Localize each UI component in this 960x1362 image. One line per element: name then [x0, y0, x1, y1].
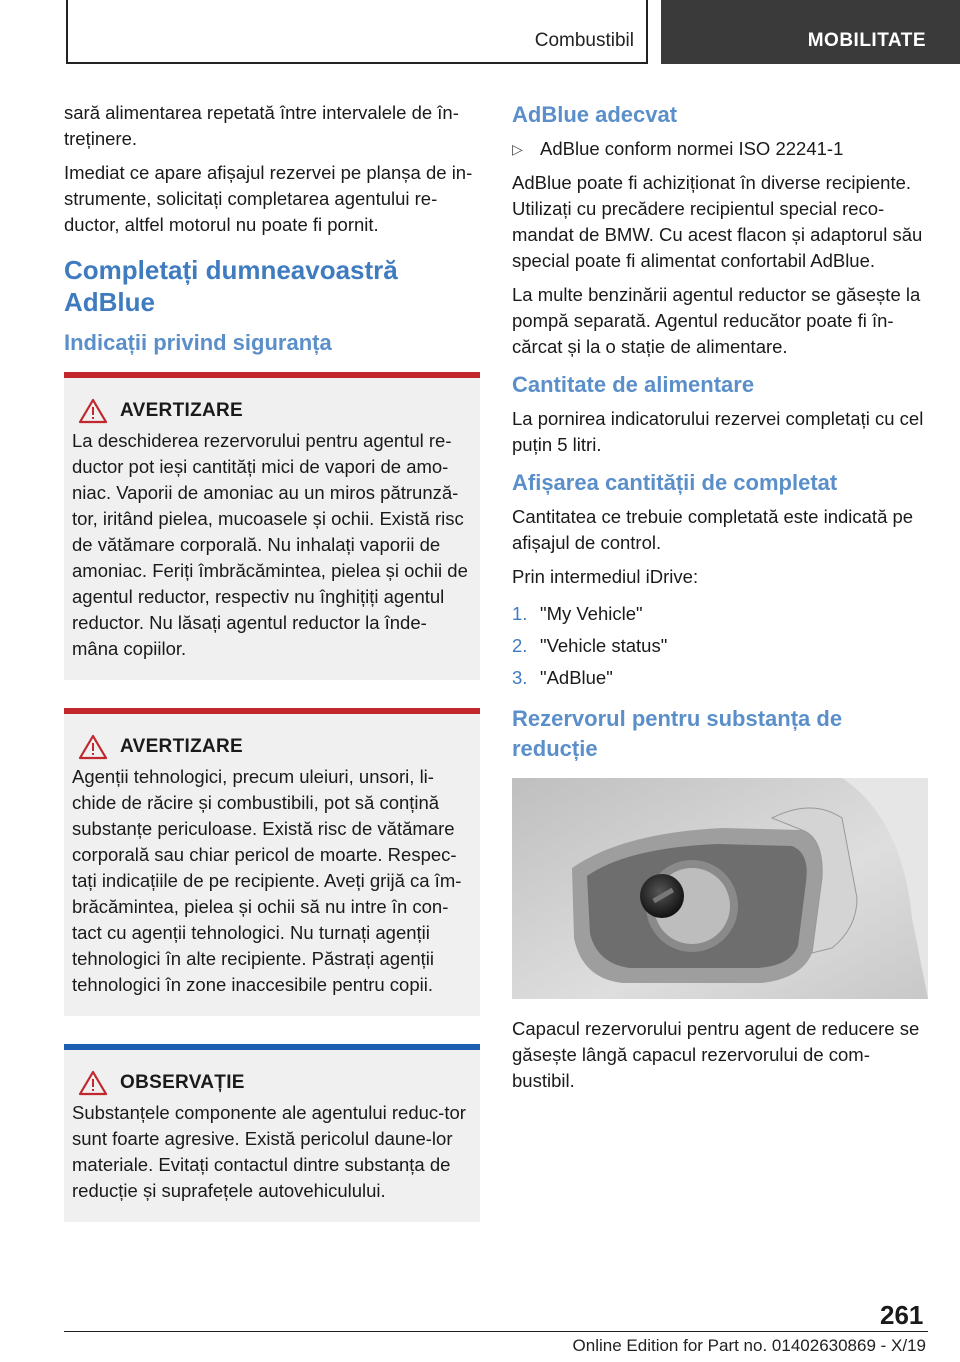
intro-paragraph-1: sară alimentarea repetată între intervalele de în-treținere. — [64, 102, 459, 149]
warning-box-2-title: AVERTIZARE — [120, 736, 243, 757]
figure-caption: Capacul rezervorului pentru agent de reducere se găsește lângă capacul rezervorului de com-bustibil. — [512, 1018, 920, 1091]
heading-completati-adblue: Completați dumneavoastră AdBlue — [64, 255, 398, 317]
header-section-title: Combustibil — [534, 30, 634, 51]
header-section-box — [66, 0, 648, 64]
list-item: 1. "My Vehicle" — [512, 603, 643, 624]
afisarea-paragraph-1: Cantitatea ce trebuie completată este indicată pe afișajul de control. — [512, 506, 914, 553]
warning-box-1-text: La deschiderea rezervorului pentru agentul re-ductor pot ieși cantități mici de vapori de amo-niac. Vaporii de amoniac au un miros pătrunză-tor, iritând pielea, mucoasele și ochii. Există risc de vătămare corporală. Nu inhalați vaporii de amoniac. Feriți îmbrăcămintea, pielea și ochii de agentul reductor, respectiv nu înghițiți agentul reductor. Nu lăsați agentul reductor la înde-mâna copiilor. — [72, 430, 468, 659]
heading-cantitate: Cantitate de alimentare — [512, 372, 755, 397]
spec-bullet — [512, 136, 928, 162]
footer-divider — [64, 1331, 928, 1332]
spec-bullet-text: AdBlue conform normei ISO 22241-1 — [540, 138, 844, 159]
heading-rezervorul: Rezervorul pentru substanța de reducție — [512, 706, 843, 761]
notice-triangle-icon — [78, 1070, 108, 1096]
warning-triangle-icon — [78, 734, 108, 760]
intro-paragraph-2: Imediat ce apare afișajul rezervei pe planșa de in-strumente, solicitați completarea agentului re-ductor, altfel motorul nu poate fi pornit. — [64, 162, 473, 235]
adblue-paragraph-1: AdBlue poate fi achiziționat în diverse recipiente. Utilizați cu precădere recipientul special reco-mandat de BMW. Cu acest flacon și adaptorul său special poate fi alimentat confortabil AdBlue. — [512, 172, 923, 271]
heading-adblue-adecvat: AdBlue adecvat — [512, 102, 678, 127]
notice-box-text: Substanțele componente ale agentului reduc-tor sunt foarte agresive. Există pericolul daune-lor materiale. Evitați contactul dintre substanța de reducție și suprafețele autovehiculului. — [72, 1102, 466, 1201]
list-item: 3. "AdBlue" — [512, 667, 613, 688]
heading-afisarea: Afișarea cantității de completat — [512, 470, 838, 495]
adblue-paragraph-2: La multe benzinării agentul reductor se găsește la pompă separată. Agentul reducător poate fi în-cărcat și la o stație de alimentare. — [512, 284, 921, 357]
page-number: 261 — [880, 1300, 924, 1330]
list-item: 2. "Vehicle status" — [512, 635, 668, 656]
header-chapter-title: MOBILITATE — [807, 30, 926, 51]
notice-box-title: OBSERVAȚIE — [120, 1072, 245, 1093]
right-column — [512, 100, 928, 1102]
left-column — [64, 100, 480, 1222]
cantitate-paragraph: La pornirea indicatorului rezervei completați cu cel puțin 5 litri. — [512, 408, 924, 455]
triangle-bullet-icon: ▷ — [512, 141, 523, 157]
header-chapter-box — [661, 0, 960, 64]
heading-safety-notes: Indicații privind siguranța — [64, 330, 332, 355]
warning-box-2-text: Agenții tehnologici, precum uleiuri, unsori, li-chide de răcire și combustibili, pot să conțină substanțe periculoase. Există risc de vătămare corporală sau chiar pericol de moarte. Respec-tați indicațiile de pe recipiente. Aveți grijă ca îm-brăcămintea, pielea și ochii să nu intre în con-tact cu agenții tehnologici. Nu turnați agenții tehnologici în alte recipiente. Păstrați agenții tehnologici în zone inaccesibile pentru copii. — [72, 766, 462, 995]
notice-box — [64, 1044, 480, 1222]
idrive-steps — [512, 598, 928, 694]
afisarea-paragraph-2: Prin intermediul iDrive: — [512, 566, 699, 587]
warning-triangle-icon — [78, 398, 108, 424]
adblue-filler-cap-photo — [512, 778, 928, 999]
footer-edition: Online Edition for Part no. 01402630869 - X/19 — [572, 1336, 926, 1355]
warning-box-1-title: AVERTIZARE — [120, 400, 243, 421]
warning-box-1 — [64, 372, 480, 680]
warning-box-2 — [64, 708, 480, 1016]
